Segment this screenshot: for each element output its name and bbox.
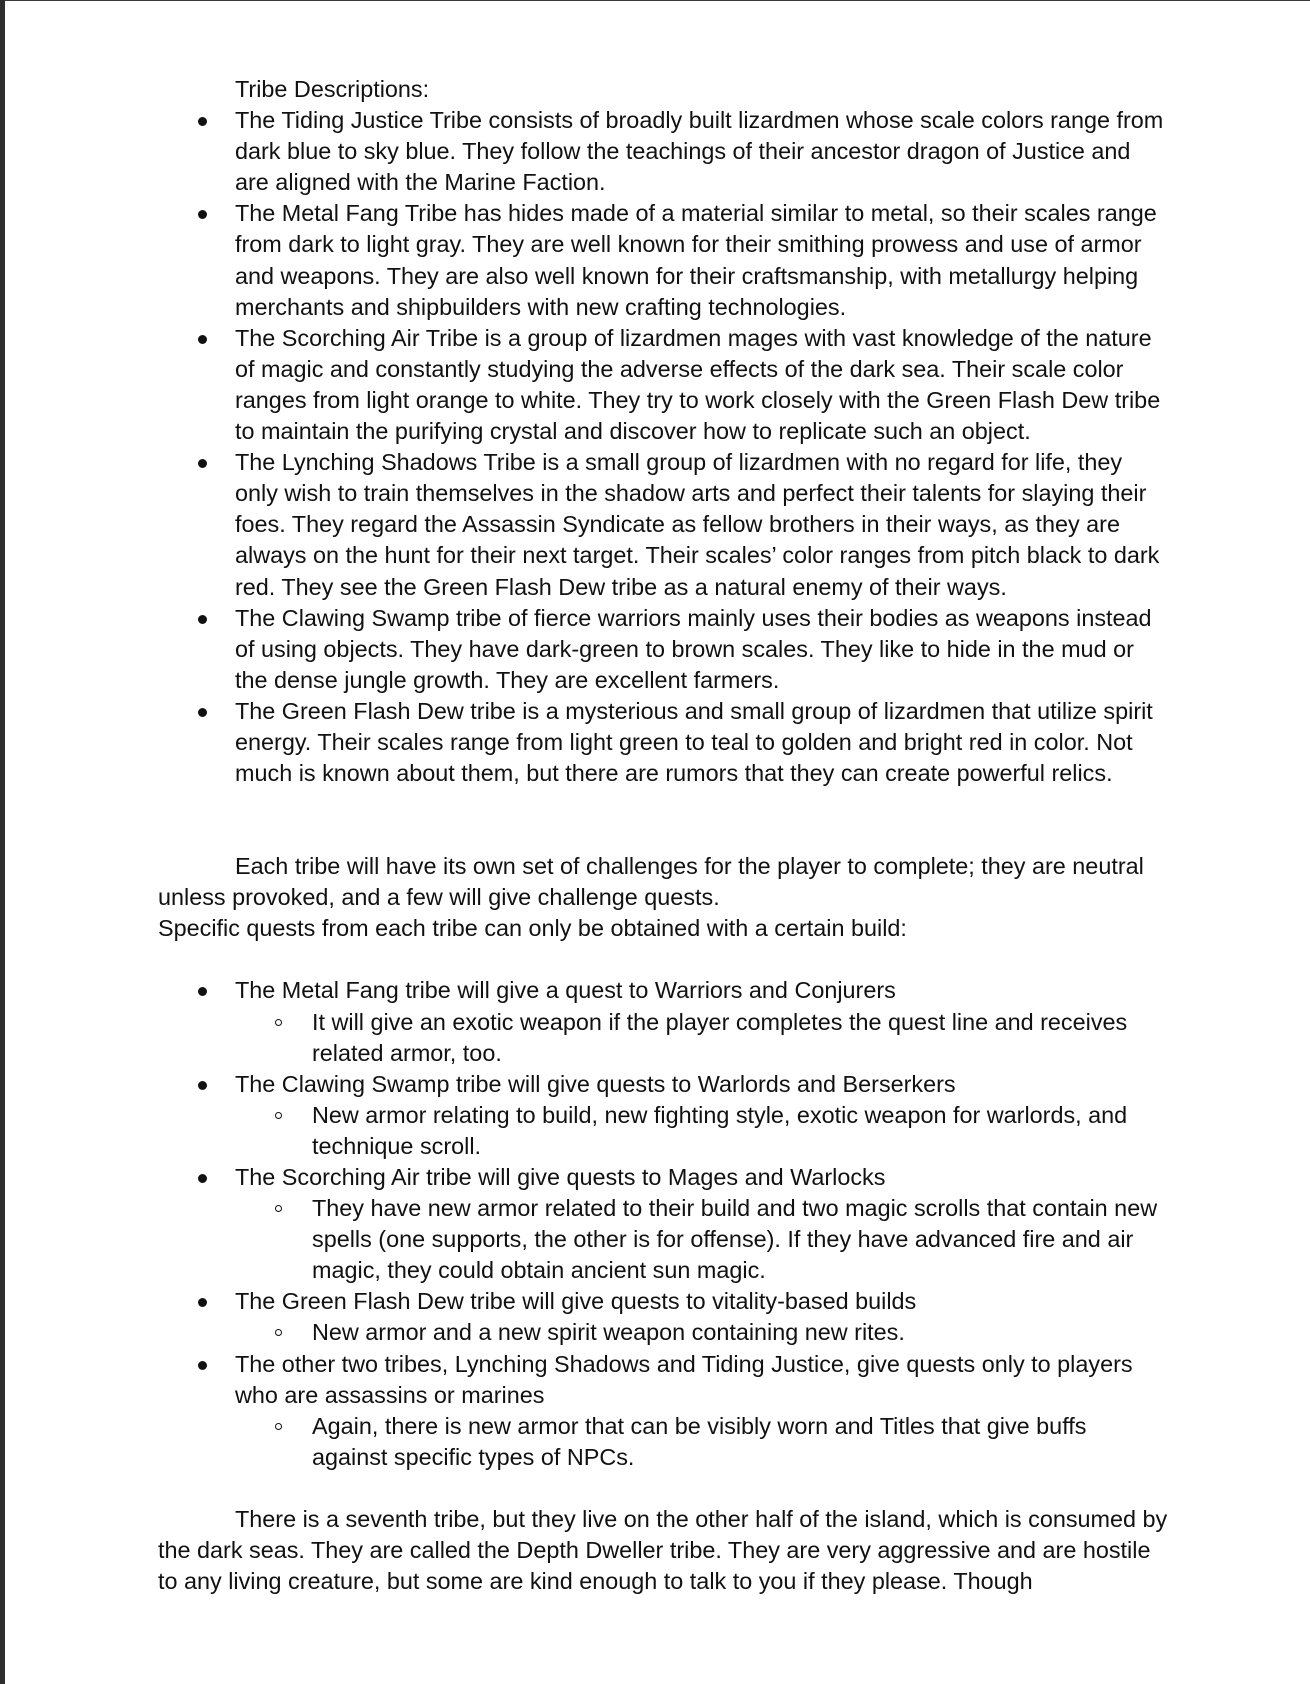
- quest-item-metal-fang: [158, 975, 1168, 1068]
- quest-sub-item: New armor and a new spirit weapon containing new rites.: [235, 1317, 1168, 1348]
- quest-item-clawing-swamp: [158, 1069, 1168, 1162]
- spacer: [158, 944, 1168, 975]
- list-item-tiding-justice: The Tiding Justice Tribe consists of broadly built lizardmen whose scale colors range from dark blue to sky blue. They follow the teachings of their ancestor dragon of Justice and are aligned with the Marine Faction.: [158, 105, 1168, 198]
- quest-sub-list: [235, 1193, 1168, 1286]
- quest-item-text: The Metal Fang tribe will give a quest to Warriors and Conjurers: [235, 977, 896, 1004]
- list-item-lynching-shadows: The Lynching Shadows Tribe is a small group of lizardmen with no regard for life, they only wish to train themselves in the shadow arts and perfect their talents for slaying their foes. They regard the Assassin Syndicate as fellow brothers in their ways, as they are always on the hunt for their next target. Their scales’ color ranges from pitch black to dark red. They see the Green Flash Dew tribe as a natural enemy of their ways.: [158, 447, 1168, 602]
- quest-item-text: The other two tribes, Lynching Shadows and Tiding Justice, give quests only to players who are assassins or marines: [235, 1350, 1133, 1408]
- quest-sub-item: New armor relating to build, new fighting style, exotic weapon for warlords, and technique scroll.: [235, 1100, 1168, 1162]
- spacer: [158, 789, 1168, 851]
- document-body: [158, 74, 1168, 1597]
- challenges-paragraph: [158, 851, 1168, 913]
- list-item-clawing-swamp: The Clawing Swamp tribe of fierce warriors mainly uses their bodies as weapons instead of using objects. They have dark-green to brown scales. They like to hide in the mud or the dense jungle growth. They are excellent farmers.: [158, 603, 1168, 696]
- seventh-tribe-paragraph-text: There is a seventh tribe, but they live on the other half of the island, which is consumed by the dark seas. They are called the Depth Dweller tribe. They are very aggressive and are hostile to any living creature, but some are kind enough to talk to you if they please. Though: [158, 1505, 1168, 1595]
- quest-item-text: The Green Flash Dew tribe will give quests to vitality-based builds: [235, 1288, 917, 1315]
- list-item-scorching-air: The Scorching Air Tribe is a group of lizardmen mages with vast knowledge of the nature of magic and constantly studying the adverse effects of the dark sea. Their scale color ranges from light orange to white. They try to work closely with the Green Flash Dew tribe to maintain the purifying crystal and discover how to replicate such an object.: [158, 323, 1168, 447]
- page-top-edge: [0, 0, 1310, 1]
- list-item-green-flash-dew: The Green Flash Dew tribe is a mysterious and small group of lizardmen that utilize spirit energy. Their scales range from light green to teal to golden and bright red in color. Not much is known about them, but there are rumors that they can create powerful relics.: [158, 696, 1168, 789]
- quest-item-green-flash-dew: [158, 1286, 1168, 1348]
- tribe-list: [158, 105, 1168, 789]
- quest-item-scorching-air: [158, 1162, 1168, 1286]
- seventh-tribe-paragraph: [158, 1504, 1168, 1597]
- list-item-metal-fang: The Metal Fang Tribe has hides made of a material similar to metal, so their scales range from dark to light gray. They are well known for their smithing prowess and use of armor and weapons. They are also well known for their craftsmanship, with metallurgy helping merchants and shipbuilders with new crafting technologies.: [158, 198, 1168, 322]
- quest-sub-list: [235, 1007, 1168, 1069]
- challenges-paragraph-text: Each tribe will have its own set of challenges for the player to complete; they are neutral unless provoked, and a few will give challenge quests.: [158, 853, 1144, 911]
- quest-item-text: The Scorching Air tribe will give quests to Mages and Warlocks: [235, 1164, 886, 1190]
- specific-quests-intro: Specific quests from each tribe can only be obtained with a certain build:: [158, 915, 907, 942]
- quest-sub-item: It will give an exotic weapon if the player completes the quest line and receives related armor, too.: [235, 1007, 1168, 1069]
- quest-list: [158, 975, 1168, 1473]
- quest-sub-item: Again, there is new armor that can be visibly worn and Titles that give buffs against specific types of NPCs.: [235, 1411, 1168, 1473]
- quest-item-other-tribes: [158, 1349, 1168, 1473]
- quest-sub-list: [235, 1100, 1168, 1162]
- quest-sub-list: [235, 1411, 1168, 1473]
- page-left-edge: [0, 0, 5, 1684]
- section-heading: Tribe Descriptions:: [235, 76, 430, 102]
- quest-sub-item: They have new armor related to their build and two magic scrolls that contain new spells (one supports, the other is for offense). If they have advanced fire and air magic, they could obtain ancient sun magic.: [235, 1193, 1168, 1286]
- spacer: [158, 1473, 1168, 1504]
- quest-sub-list: [235, 1317, 1168, 1348]
- quest-item-text: The Clawing Swamp tribe will give quests to Warlords and Berserkers: [235, 1070, 956, 1097]
